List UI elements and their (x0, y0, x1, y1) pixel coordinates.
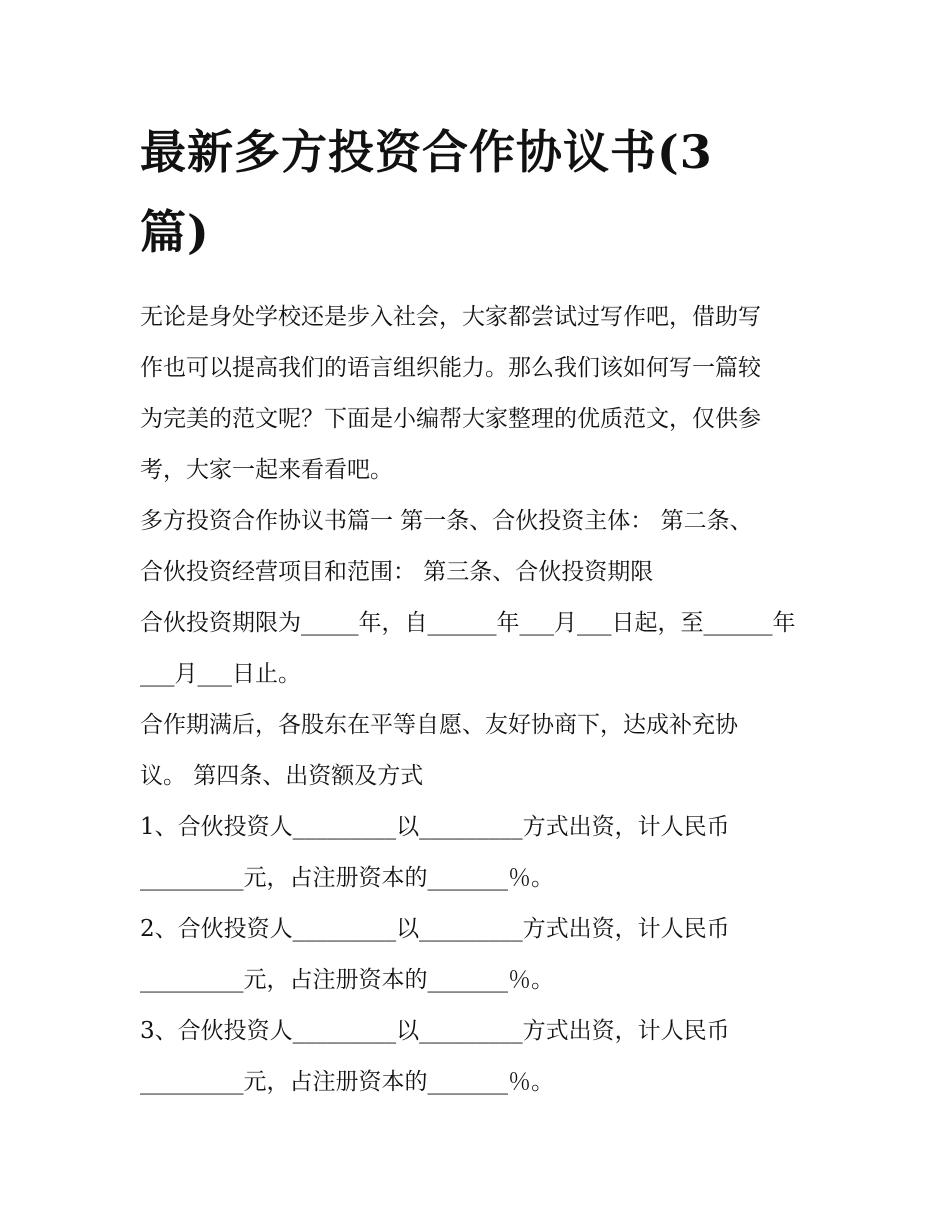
title-line-1: 最新多方投资合作协议书(3 (140, 125, 713, 179)
articles-heading-paragraph (140, 496, 820, 598)
text-line: _________元，占注册资本的_______％。 (140, 1069, 554, 1095)
investor-clause-2 (140, 904, 820, 1006)
text-line: _________元，占注册资本的_______％。 (140, 865, 554, 891)
text-line: 议。 第四条、出资额及方式 (140, 763, 424, 789)
text-line: 2、合伙投资人_________以_________方式出资，计人民币 (140, 916, 730, 942)
renewal-paragraph (140, 700, 820, 802)
text-line: _________元，占注册资本的_______％。 (140, 967, 554, 993)
document-page (140, 112, 820, 1108)
title-line-2: 篇) (140, 205, 210, 259)
investor-clause-3 (140, 1006, 820, 1108)
text-line: 合伙投资经营项目和范围： 第三条、合伙投资期限 (140, 559, 654, 585)
text-line: 1、合伙投资人_________以_________方式出资，计人民币 (140, 814, 730, 840)
text-line: 作也可以提高我们的语言组织能力。那么我们该如何写一篇较 (140, 355, 761, 381)
intro-paragraph (140, 292, 820, 496)
text-line: ___月___日止。 (140, 661, 301, 687)
text-line: 3、合伙投资人_________以_________方式出资，计人民币 (140, 1018, 730, 1044)
investor-clause-1 (140, 802, 820, 904)
term-paragraph (140, 598, 820, 700)
text-line: 考，大家一起来看看吧。 (140, 457, 393, 483)
text-line: 多方投资合作协议书篇一 第一条、合伙投资主体： 第二条、 (140, 508, 753, 534)
text-line: 为完美的范文呢？下面是小编帮大家整理的优质范文，仅供参 (140, 406, 761, 432)
text-line: 无论是身处学校还是步入社会，大家都尝试过写作吧，借助写 (140, 304, 761, 330)
text-line: 合作期满后，各股东在平等自愿、友好协商下，达成补充协 (140, 712, 738, 738)
document-title (140, 112, 820, 272)
text-line: 合伙投资期限为_____年，自______年___月___日起，至______年 (140, 610, 796, 636)
